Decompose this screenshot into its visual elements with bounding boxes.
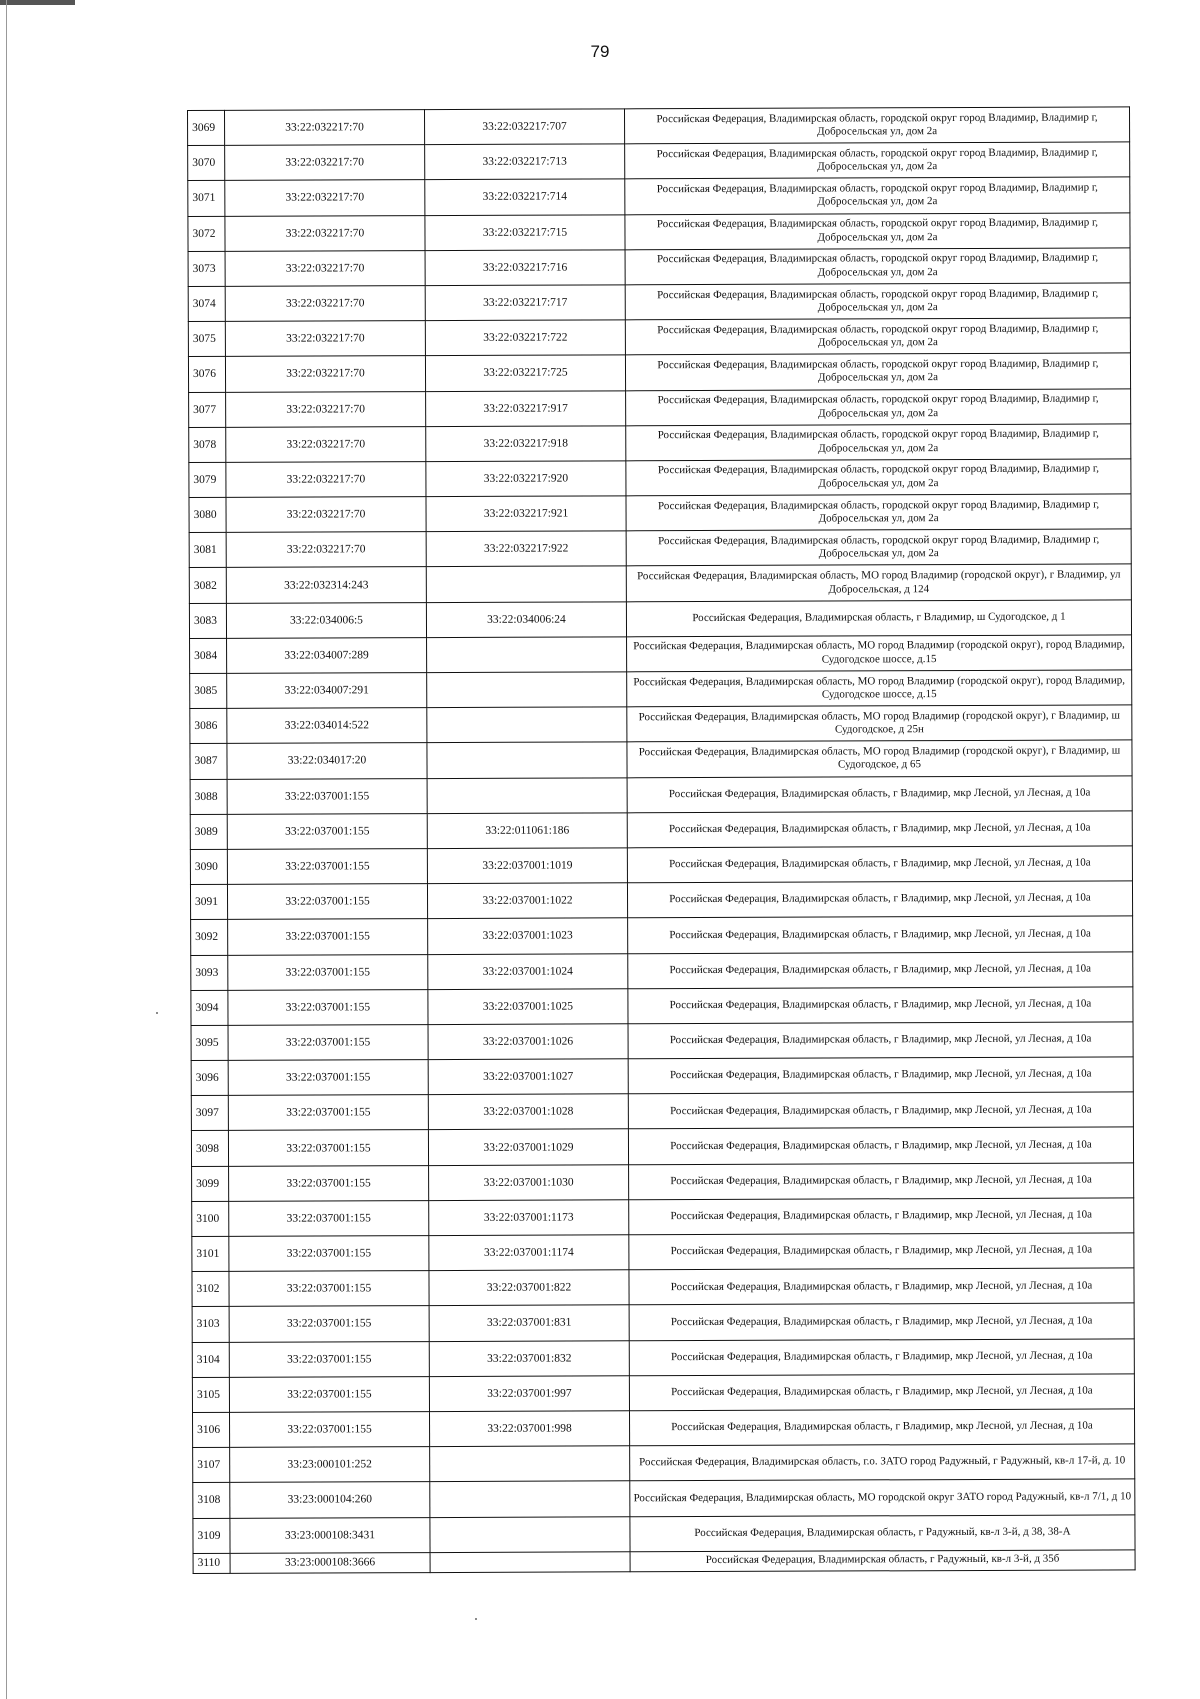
row-number-cell: 3069 (188, 110, 225, 145)
child-cadastral-number-cell: 33:22:032217:717 (425, 285, 625, 321)
parent-cadastral-number-cell: 33:22:037001:155 (229, 1236, 429, 1272)
table-row (193, 1409, 1135, 1448)
table-row (191, 1057, 1133, 1096)
parent-cadastral-number-cell: 33:22:037001:155 (228, 954, 428, 990)
child-cadastral-number-cell: 33:22:037001:831 (429, 1305, 629, 1341)
address-cell: Российская Федерация, Владимирская область, г Владимир, мкр Лесной, ул Лесная, д 10а (628, 1057, 1133, 1094)
row-number-cell: 3073 (188, 251, 225, 286)
row-number-cell: 3101 (192, 1236, 229, 1271)
row-number-cell: 3071 (188, 181, 225, 216)
address-cell: Российская Федерация, Владимирская область, г Владимир, мкр Лесной, ул Лесная, д 10а (628, 1092, 1133, 1129)
table-row (190, 881, 1132, 920)
table-row (188, 283, 1130, 322)
address-cell: Российская Федерация, Владимирская область, г Владимир, мкр Лесной, ул Лесная, д 10а (629, 1162, 1134, 1199)
address-cell: Российская Федерация, Владимирская область, г Владимир, мкр Лесной, ул Лесная, д 10а (629, 1338, 1134, 1375)
row-number-cell: 3105 (192, 1377, 229, 1412)
child-cadastral-number-cell: 33:22:032217:716 (425, 250, 625, 286)
table-row (190, 775, 1132, 814)
table-row (189, 494, 1131, 533)
row-number-cell: 3095 (191, 1025, 228, 1060)
parent-cadastral-number-cell: 33:22:032314:243 (226, 567, 426, 603)
child-cadastral-number-cell: 33:22:037001:1023 (428, 918, 628, 954)
row-number-cell: 3086 (190, 709, 227, 744)
address-cell: Российская Федерация, Владимирская область, городской округ город Владимир, Владимир г, Добросельская ул, дом 2а (626, 459, 1131, 496)
scan-left-border (6, 0, 7, 1699)
parent-cadastral-number-cell: 33:22:037001:155 (229, 1271, 429, 1307)
child-cadastral-number-cell (427, 742, 627, 778)
parent-cadastral-number-cell: 33:22:034017:20 (227, 743, 427, 779)
child-cadastral-number-cell: 33:22:037001:1019 (427, 848, 627, 884)
table-row (188, 142, 1130, 181)
table-row (189, 388, 1131, 427)
child-cadastral-number-cell (430, 1516, 630, 1552)
parent-cadastral-number-cell: 33:22:037001:155 (229, 1165, 429, 1201)
address-cell: Российская Федерация, Владимирская область, городской округ город Владимир, Владимир г, Добросельская ул, дом 2а (625, 248, 1130, 285)
parent-cadastral-number-cell: 33:22:037001:155 (228, 989, 428, 1025)
row-number-cell: 3098 (191, 1131, 228, 1166)
row-number-cell: 3110 (193, 1553, 230, 1573)
child-cadastral-number-cell (430, 1481, 630, 1517)
page-number: 79 (590, 42, 610, 61)
address-cell: Российская Федерация, Владимирская область, МО город Владимир (городской округ), город Владимир, Судогодское шоссе, д.15 (627, 635, 1132, 672)
address-cell: Российская Федерация, Владимирская область, городской округ город Владимир, Владимир г, Добросельская ул, дом 2а (625, 353, 1130, 390)
parent-cadastral-number-cell: 33:22:034007:289 (227, 637, 427, 673)
address-cell: Российская Федерация, Владимирская область, городской округ город Владимир, Владимир г, Добросельская ул, дом 2а (625, 177, 1130, 214)
address-cell: Российская Федерация, Владимирская область, городской округ город Владимир, Владимир г, Добросельская ул, дом 2а (625, 142, 1130, 179)
table-row (192, 1338, 1134, 1377)
row-number-cell: 3091 (190, 884, 227, 919)
parent-cadastral-number-cell: 33:22:032217:70 (226, 532, 426, 568)
row-number-cell: 3083 (189, 603, 226, 638)
table-row (189, 424, 1131, 463)
parent-cadastral-number-cell: 33:22:037001:155 (228, 1130, 428, 1166)
row-number-cell: 3099 (192, 1166, 229, 1201)
parent-cadastral-number-cell: 33:22:034007:291 (227, 673, 427, 709)
parent-cadastral-number-cell: 33:22:032217:70 (225, 356, 425, 392)
child-cadastral-number-cell: 33:22:037001:998 (429, 1411, 629, 1447)
row-number-cell: 3093 (191, 955, 228, 990)
parent-cadastral-number-cell: 33:22:037001:155 (227, 884, 427, 920)
parent-cadastral-number-cell: 33:23:000108:3431 (230, 1517, 430, 1553)
row-number-cell: 3085 (190, 673, 227, 708)
child-cadastral-number-cell: 33:22:032217:918 (426, 426, 626, 462)
parent-cadastral-number-cell: 33:23:000108:3666 (230, 1552, 430, 1573)
table-row (189, 459, 1131, 498)
table-row (193, 1479, 1135, 1518)
table-row (188, 248, 1130, 287)
table-row (192, 1162, 1134, 1201)
table-row (190, 740, 1132, 779)
table-row (190, 811, 1132, 850)
table-row (193, 1444, 1135, 1483)
child-cadastral-number-cell: 33:22:037001:1174 (429, 1235, 629, 1271)
address-cell: Российская Федерация, Владимирская область, г Владимир, мкр Лесной, ул Лесная, д 10а (628, 951, 1133, 988)
row-number-cell: 3087 (190, 744, 227, 779)
table-row (189, 600, 1131, 639)
address-cell: Российская Федерация, Владимирская область, городской округ город Владимир, Владимир г, Добросельская ул, дом 2а (625, 283, 1130, 320)
address-cell: Российская Федерация, Владимирская область, городской округ город Владимир, Владимир г, Добросельская ул, дом 2а (626, 424, 1131, 461)
parent-cadastral-number-cell: 33:22:037001:155 (228, 1060, 428, 1096)
address-cell: Российская Федерация, Владимирская область, МО город Владимир (городской округ), город Владимир, Судогодское шоссе, д.15 (627, 670, 1132, 707)
row-number-cell: 3092 (191, 920, 228, 955)
address-cell: Российская Федерация, Владимирская область, г Владимир, ш Судогодское, д 1 (626, 600, 1131, 637)
row-number-cell: 3100 (192, 1201, 229, 1236)
row-number-cell: 3096 (191, 1060, 228, 1095)
address-cell: Российская Федерация, Владимирская область, г Владимир, мкр Лесной, ул Лесная, д 10а (629, 1374, 1134, 1411)
registry-table-body (188, 107, 1136, 1573)
row-number-cell: 3106 (193, 1412, 230, 1447)
child-cadastral-number-cell: 33:22:032217:713 (425, 144, 625, 180)
row-number-cell: 3079 (189, 462, 226, 497)
child-cadastral-number-cell: 33:22:037001:997 (429, 1376, 629, 1412)
child-cadastral-number-cell: 33:22:032217:920 (426, 461, 626, 497)
child-cadastral-number-cell: 33:22:037001:1026 (428, 1024, 628, 1060)
row-number-cell: 3076 (188, 357, 225, 392)
scan-edge-mark (0, 0, 75, 5)
parent-cadastral-number-cell: 33:22:037001:155 (229, 1376, 429, 1412)
parent-cadastral-number-cell: 33:22:037001:155 (229, 1341, 429, 1377)
parent-cadastral-number-cell: 33:22:034006:5 (226, 602, 426, 638)
child-cadastral-number-cell (427, 707, 627, 743)
parent-cadastral-number-cell: 33:22:032217:70 (225, 321, 425, 357)
child-cadastral-number-cell (427, 672, 627, 708)
table-row (192, 1374, 1134, 1413)
table-row (190, 670, 1132, 709)
scan-speck (475, 1618, 477, 1620)
parent-cadastral-number-cell: 33:22:037001:155 (228, 919, 428, 955)
table-row (191, 987, 1133, 1026)
parent-cadastral-number-cell: 33:22:034014:522 (227, 708, 427, 744)
row-number-cell: 3088 (190, 779, 227, 814)
address-cell: Российская Федерация, Владимирская область, г Владимир, мкр Лесной, ул Лесная, д 10а (628, 916, 1133, 953)
address-cell: Российская Федерация, Владимирская область, МО город Владимир (городской округ), г Владимир, ш Судогодское, д 25н (627, 705, 1132, 742)
child-cadastral-number-cell: 33:22:037001:1024 (428, 953, 628, 989)
address-cell: Российская Федерация, Владимирская область, городской округ город Владимир, Владимир г, Добросельская ул, дом 2а (626, 494, 1131, 531)
row-number-cell: 3074 (188, 286, 225, 321)
table-row (189, 564, 1131, 603)
address-cell: Российская Федерация, Владимирская область, МО город Владимир (городской округ), г Владимир, ш Судогодское, д 65 (627, 740, 1132, 777)
table-row (192, 1198, 1134, 1237)
row-number-cell: 3070 (188, 146, 225, 181)
row-number-cell: 3108 (193, 1483, 230, 1518)
address-cell: Российская Федерация, Владимирская область, городской округ город Владимир, Владимир г, Добросельская ул, дом 2а (626, 388, 1131, 425)
parent-cadastral-number-cell: 33:22:037001:155 (229, 1306, 429, 1342)
address-cell: Российская Федерация, Владимирская область, городской округ город Владимир, Владимир г, Добросельская ул, дом 2а (624, 107, 1129, 144)
address-cell: Российская Федерация, Владимирская область, г Владимир, мкр Лесной, ул Лесная, д 10а (628, 1127, 1133, 1164)
table-row (188, 318, 1130, 357)
registry-table-container (187, 106, 1135, 1573)
child-cadastral-number-cell: 33:22:032217:722 (425, 320, 625, 356)
table-row (188, 212, 1130, 251)
address-cell: Российская Федерация, Владимирская область, г Владимир, мкр Лесной, ул Лесная, д 10а (627, 881, 1132, 918)
child-cadastral-number-cell: 33:22:032217:921 (426, 496, 626, 532)
address-cell: Российская Федерация, Владимирская область, г Радужный, кв-л 3-й, д 35б (630, 1550, 1135, 1572)
row-number-cell: 3072 (188, 216, 225, 251)
child-cadastral-number-cell: 33:22:032217:725 (425, 355, 625, 391)
row-number-cell: 3078 (189, 427, 226, 462)
table-row (191, 1092, 1133, 1131)
address-cell: Российская Федерация, Владимирская область, г Владимир, мкр Лесной, ул Лесная, д 10а (628, 987, 1133, 1024)
address-cell: Российская Федерация, Владимирская область, г Владимир, мкр Лесной, ул Лесная, д 10а (629, 1303, 1134, 1340)
row-number-cell: 3104 (192, 1342, 229, 1377)
parent-cadastral-number-cell: 33:22:032217:70 (225, 145, 425, 181)
table-row (192, 1268, 1134, 1307)
child-cadastral-number-cell: 33:22:032217:922 (426, 531, 626, 567)
child-cadastral-number-cell: 33:22:032217:714 (425, 179, 625, 215)
child-cadastral-number-cell (430, 1551, 630, 1572)
row-number-cell: 3077 (189, 392, 226, 427)
child-cadastral-number-cell: 33:22:037001:1028 (428, 1094, 628, 1130)
parent-cadastral-number-cell: 33:22:037001:155 (229, 1200, 429, 1236)
child-cadastral-number-cell: 33:22:032217:707 (425, 109, 625, 145)
row-number-cell: 3089 (190, 814, 227, 849)
address-cell: Российская Федерация, Владимирская область, г Владимир, мкр Лесной, ул Лесная, д 10а (627, 846, 1132, 883)
parent-cadastral-number-cell: 33:22:032217:70 (226, 426, 426, 462)
child-cadastral-number-cell: 33:22:032217:715 (425, 214, 625, 250)
parent-cadastral-number-cell: 33:22:032217:70 (225, 250, 425, 286)
parent-cadastral-number-cell: 33:22:032217:70 (226, 497, 426, 533)
parent-cadastral-number-cell: 33:22:037001:155 (227, 849, 427, 885)
registry-table (187, 106, 1136, 1573)
row-number-cell: 3075 (188, 321, 225, 356)
table-row (190, 846, 1132, 885)
child-cadastral-number-cell: 33:22:011061:186 (427, 813, 627, 849)
row-number-cell: 3107 (193, 1447, 230, 1482)
parent-cadastral-number-cell: 33:22:037001:155 (228, 1024, 428, 1060)
address-cell: Российская Федерация, Владимирская область, г Радужный, кв-л 3-й, д 38, 38-А (630, 1514, 1135, 1551)
parent-cadastral-number-cell: 33:22:037001:155 (227, 813, 427, 849)
address-cell: Российская Федерация, Владимирская область, г Владимир, мкр Лесной, ул Лесная, д 10а (628, 1022, 1133, 1059)
parent-cadastral-number-cell: 33:22:032217:70 (225, 110, 425, 146)
child-cadastral-number-cell (427, 777, 627, 813)
table-row (191, 1127, 1133, 1166)
child-cadastral-number-cell (430, 1446, 630, 1482)
row-number-cell: 3109 (193, 1518, 230, 1553)
address-cell: Российская Федерация, Владимирская область, г Владимир, мкр Лесной, ул Лесная, д 10а (627, 775, 1132, 812)
address-cell: Российская Федерация, Владимирская область, городской округ город Владимир, Владимир г, Добросельская ул, дом 2а (625, 318, 1130, 355)
row-number-cell: 3102 (192, 1272, 229, 1307)
child-cadastral-number-cell: 33:22:037001:1030 (429, 1164, 629, 1200)
parent-cadastral-number-cell: 33:22:032217:70 (225, 286, 425, 322)
parent-cadastral-number-cell: 33:22:037001:155 (227, 778, 427, 814)
parent-cadastral-number-cell: 33:23:000104:260 (230, 1482, 430, 1518)
parent-cadastral-number-cell: 33:22:037001:155 (230, 1412, 430, 1448)
address-cell: Российская Федерация, Владимирская область, г Владимир, мкр Лесной, ул Лесная, д 10а (627, 811, 1132, 848)
address-cell: Российская Федерация, Владимирская область, МО город Владимир (городской округ), г Владимир, ул Добросельская, д 124 (626, 564, 1131, 601)
child-cadastral-number-cell: 33:22:037001:1022 (427, 883, 627, 919)
row-number-cell: 3081 (189, 533, 226, 568)
table-row (189, 529, 1131, 568)
table-row (191, 916, 1133, 955)
address-cell: Российская Федерация, Владимирская область, городской округ город Владимир, Владимир г, Добросельская ул, дом 2а (625, 212, 1130, 249)
row-number-cell: 3103 (192, 1307, 229, 1342)
child-cadastral-number-cell: 33:22:034006:24 (426, 601, 626, 637)
child-cadastral-number-cell: 33:22:037001:832 (429, 1340, 629, 1376)
row-number-cell: 3082 (189, 568, 226, 603)
child-cadastral-number-cell: 33:22:037001:1025 (428, 989, 628, 1025)
table-row (190, 635, 1132, 674)
address-cell: Российская Федерация, Владимирская область, МО городской округ ЗАТО город Радужный, кв-л 7/1, д 10 (630, 1479, 1135, 1516)
parent-cadastral-number-cell: 33:22:032217:70 (226, 391, 426, 427)
table-row (192, 1233, 1134, 1272)
table-row (191, 1022, 1133, 1061)
child-cadastral-number-cell: 33:22:037001:822 (429, 1270, 629, 1306)
scan-speck (156, 1012, 158, 1014)
address-cell: Российская Федерация, Владимирская область, г Владимир, мкр Лесной, ул Лесная, д 10а (629, 1268, 1134, 1305)
child-cadastral-number-cell (427, 637, 627, 673)
row-number-cell: 3094 (191, 990, 228, 1025)
parent-cadastral-number-cell: 33:23:000101:252 (230, 1447, 430, 1483)
row-number-cell: 3097 (191, 1096, 228, 1131)
row-number-cell: 3080 (189, 497, 226, 532)
child-cadastral-number-cell (426, 566, 626, 602)
row-number-cell: 3084 (190, 638, 227, 673)
table-row (193, 1550, 1135, 1574)
child-cadastral-number-cell: 33:22:037001:1173 (429, 1200, 629, 1236)
address-cell: Российская Федерация, Владимирская область, г.о. ЗАТО город Радужный, г Радужный, кв-л 17-й, д. 10 (630, 1444, 1135, 1481)
child-cadastral-number-cell: 33:22:037001:1029 (428, 1129, 628, 1165)
child-cadastral-number-cell: 33:22:037001:1027 (428, 1059, 628, 1095)
parent-cadastral-number-cell: 33:22:032217:70 (225, 180, 425, 216)
address-cell: Российская Федерация, Владимирская область, городской округ город Владимир, Владимир г, Добросельская ул, дом 2а (626, 529, 1131, 566)
table-row (192, 1303, 1134, 1342)
parent-cadastral-number-cell: 33:22:032217:70 (226, 461, 426, 497)
table-row (188, 353, 1130, 392)
parent-cadastral-number-cell: 33:22:037001:155 (228, 1095, 428, 1131)
child-cadastral-number-cell: 33:22:032217:917 (426, 390, 626, 426)
table-row (188, 177, 1130, 216)
address-cell: Российская Федерация, Владимирская область, г Владимир, мкр Лесной, ул Лесная, д 10а (629, 1233, 1134, 1270)
table-row (191, 951, 1133, 990)
address-cell: Российская Федерация, Владимирская область, г Владимир, мкр Лесной, ул Лесная, д 10а (629, 1409, 1134, 1446)
table-row (190, 705, 1132, 744)
table-row (193, 1514, 1135, 1553)
address-cell: Российская Федерация, Владимирская область, г Владимир, мкр Лесной, ул Лесная, д 10а (629, 1198, 1134, 1235)
table-row (188, 107, 1130, 146)
parent-cadastral-number-cell: 33:22:032217:70 (225, 215, 425, 251)
row-number-cell: 3090 (190, 849, 227, 884)
